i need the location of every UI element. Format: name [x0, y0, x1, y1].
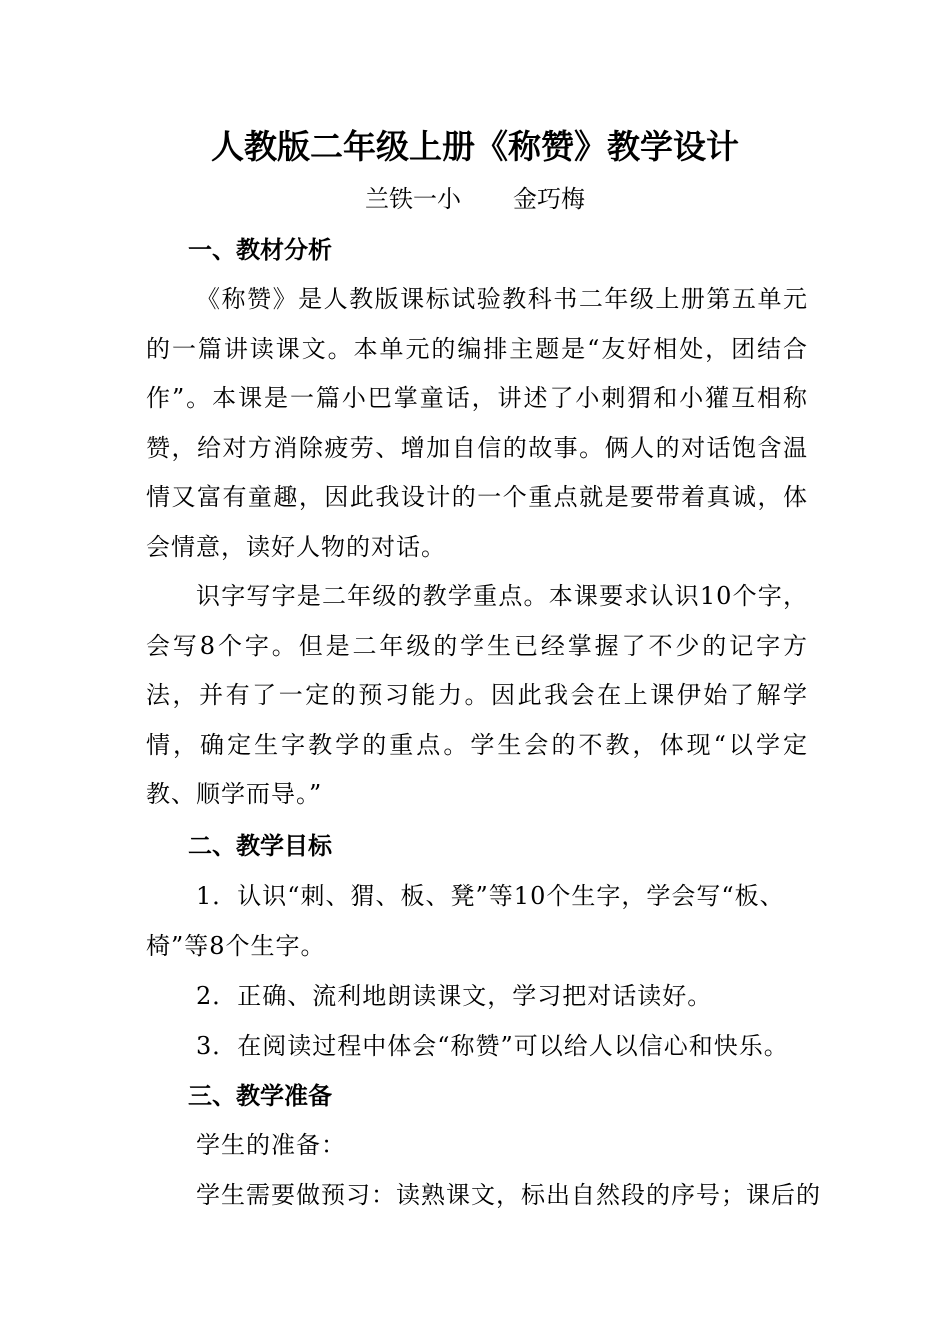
section-heading-preparation: 三、教学准备: [188, 1081, 332, 1110]
objective-item-3: 3．在阅读过程中体会“称赞”可以给人以信心和快乐。: [196, 1032, 789, 1060]
paragraph-materials-1: 《称赞》是人教版课标试验教科书二年级上册第五单元的一篇讲读课文。本单元的编排主题是“友好相处，团结合作”。本课是一篇小巴掌童话，讲述了小刺猬和小獾互相称赞，给对方消除疲劳、增加自信的故事。俩人的对话饱含温情又富有童趣，因此我设计的一个重点就是要带着真诚，体会情意，读好人物的对话。: [146, 285, 808, 561]
paragraph-materials-2: 识字写字是二年级的教学重点。本课要求认识10个字，会写8个字。但是二年级的学生已经掌握了不少的记字方法，并有了一定的预习能力。因此我会在上课伊始了解学情，确定生字教学的重点。学生会的不教，体现“以学定教、顺学而导。”: [146, 582, 808, 808]
author-line: [0, 180, 950, 218]
author-name: 金巧梅: [513, 185, 585, 213]
objective-item-2: 2．正确、流利地朗读课文，学习把对话读好。: [196, 982, 713, 1010]
objective-item-1: 1．认识“刺、猬、板、凳”等10个生字，学会写“板、椅”等8个生字。: [146, 882, 785, 960]
section-heading-objectives: 二、教学目标: [188, 831, 332, 860]
preparation-line-2: 学生需要做预习：读熟课文，标出自然段的序号；课后的: [196, 1181, 821, 1209]
section-heading-materials: 一、教材分析: [188, 235, 332, 264]
preparation-line-1: 学生的准备：: [196, 1131, 346, 1159]
author-school: 兰铁一小: [365, 185, 461, 213]
page-title: 人教版二年级上册《称赞》教学设计: [211, 127, 739, 166]
